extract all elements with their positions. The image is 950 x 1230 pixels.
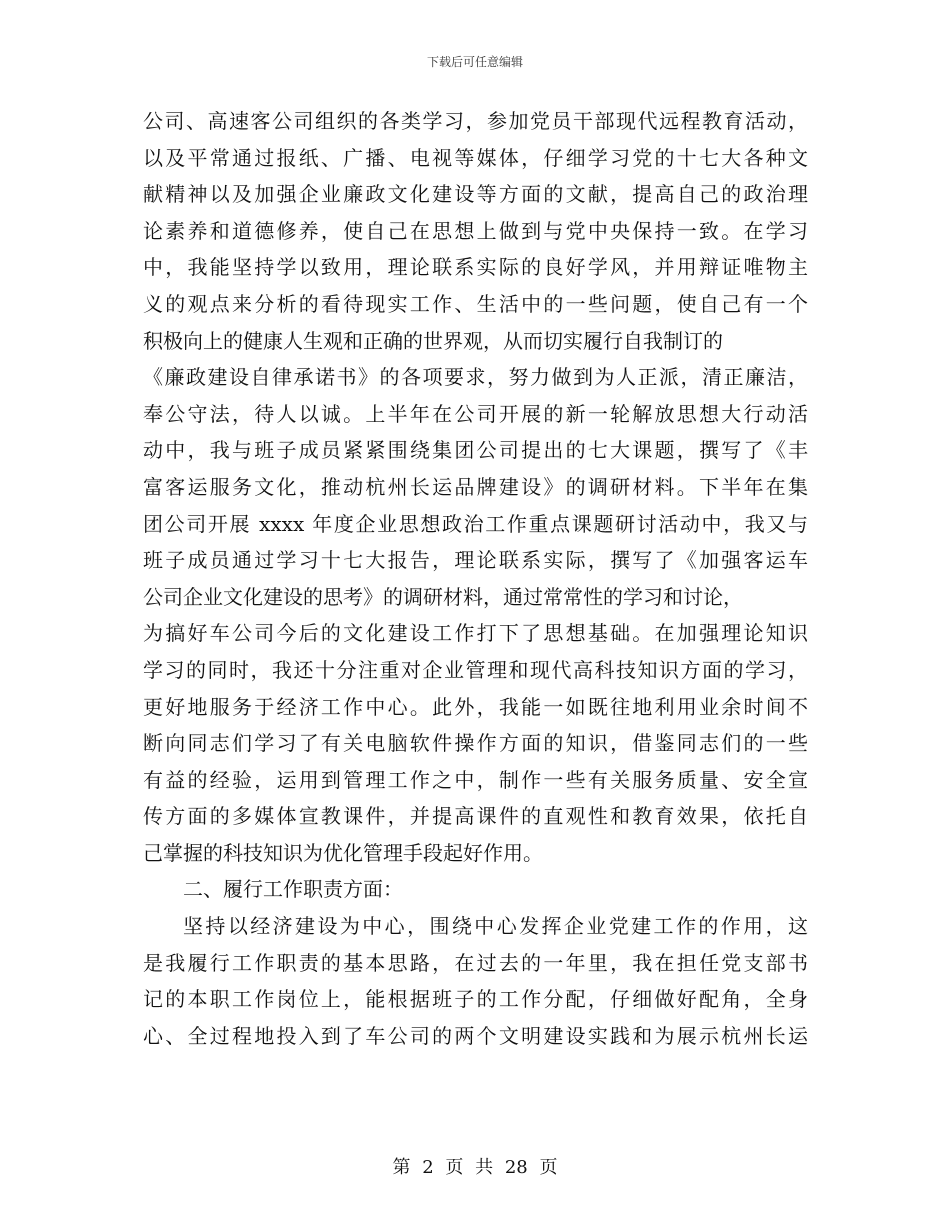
text-line: 奉公守法，待人以诚。上半年在公司开展的新一轮解放思想大行动活 — [143, 401, 808, 426]
text-line: 己掌握的科技知识为优化管理手段起好作用。 — [143, 840, 543, 865]
text-line: 中，我能坚持学以致用，理论联系实际的良好学风，并用辩证唯物主 — [143, 255, 808, 280]
text-line: 记的本职工作岗位上，能根据班子的工作分配，仔细做好配角，全身 — [143, 987, 808, 1012]
page-number: 第 2 页 共 28 页 — [392, 1157, 558, 1178]
text-line: 班子成员通过学习十七大报告，理论联系实际，撰写了《加强客运车 — [143, 548, 808, 573]
text-line: 动中，我与班子成员紧紧围绕集团公司提出的七大课题，撰写了《丰 — [143, 438, 808, 463]
text-line: 传方面的多媒体宣教课件，并提高课件的直观性和教育效果，依托自 — [143, 804, 808, 829]
text-line: 心、全过程地投入到了车公司的两个文明建设实践和为展示杭州长运 — [143, 1023, 808, 1048]
text-line: 富客运服务文化，推动杭州长运品牌建设》的调研材料。下半年在集 — [143, 474, 808, 499]
text-line: 坚持以经济建设为中心，围绕中心发挥企业党建工作的作用，这 — [183, 914, 808, 939]
text-line: 学习的同时，我还十分注重对企业管理和现代高科技知识方面的学习， — [143, 657, 808, 682]
text-line: 义的观点来分析的看待现实工作、生活中的一些问题，使自己有一个 — [143, 291, 808, 316]
text-line: 有益的经验，运用到管理工作之中，制作一些有关服务质量、安全宣 — [143, 767, 808, 792]
text-line: 断向同志们学习了有关电脑软件操作方面的知识，借鉴同志们的一些 — [143, 731, 808, 756]
document-body — [143, 103, 808, 1054]
text-line: 是我履行工作职责的基本思路，在过去的一年里，我在担任党支部书 — [143, 950, 808, 975]
text-line: 更好地服务于经济工作中心。此外，我能一如既往地利用业余时间不 — [143, 694, 808, 719]
section-heading: 二、履行工作职责方面： — [183, 877, 403, 902]
text-line: 为搞好车公司今后的文化建设工作打下了思想基础。在加强理论知识 — [143, 621, 808, 646]
text-line: 团公司开展 xxxx 年度企业思想政治工作重点课题研讨活动中，我又与 — [143, 511, 808, 536]
text-line: 公司、高速客公司组织的各类学习，参加党员干部现代远程教育活动， — [143, 109, 808, 133]
text-line: 论素养和道德修养，使自己在思想上做到与党中央保持一致。在学习 — [143, 218, 808, 243]
text-line: 《廉政建设自律承诺书》的各项要求，努力做到为人正派，清正廉洁， — [143, 365, 808, 390]
text-line: 积极向上的健康人生观和正确的世界观，从而切实履行自我制订的 — [143, 328, 723, 353]
text-line: 献精神以及加强企业廉政文化建设等方面的文献，提高自己的政治理 — [143, 182, 808, 207]
text-line: 以及平常通过报纸、广播、电视等媒体，仔细学习党的十七大各种文 — [143, 145, 808, 170]
text-line: 公司企业文化建设的思考》的调研材料，通过常常性的学习和讨论， — [143, 584, 743, 609]
header-note: 下载后可任意编辑 — [426, 55, 523, 69]
